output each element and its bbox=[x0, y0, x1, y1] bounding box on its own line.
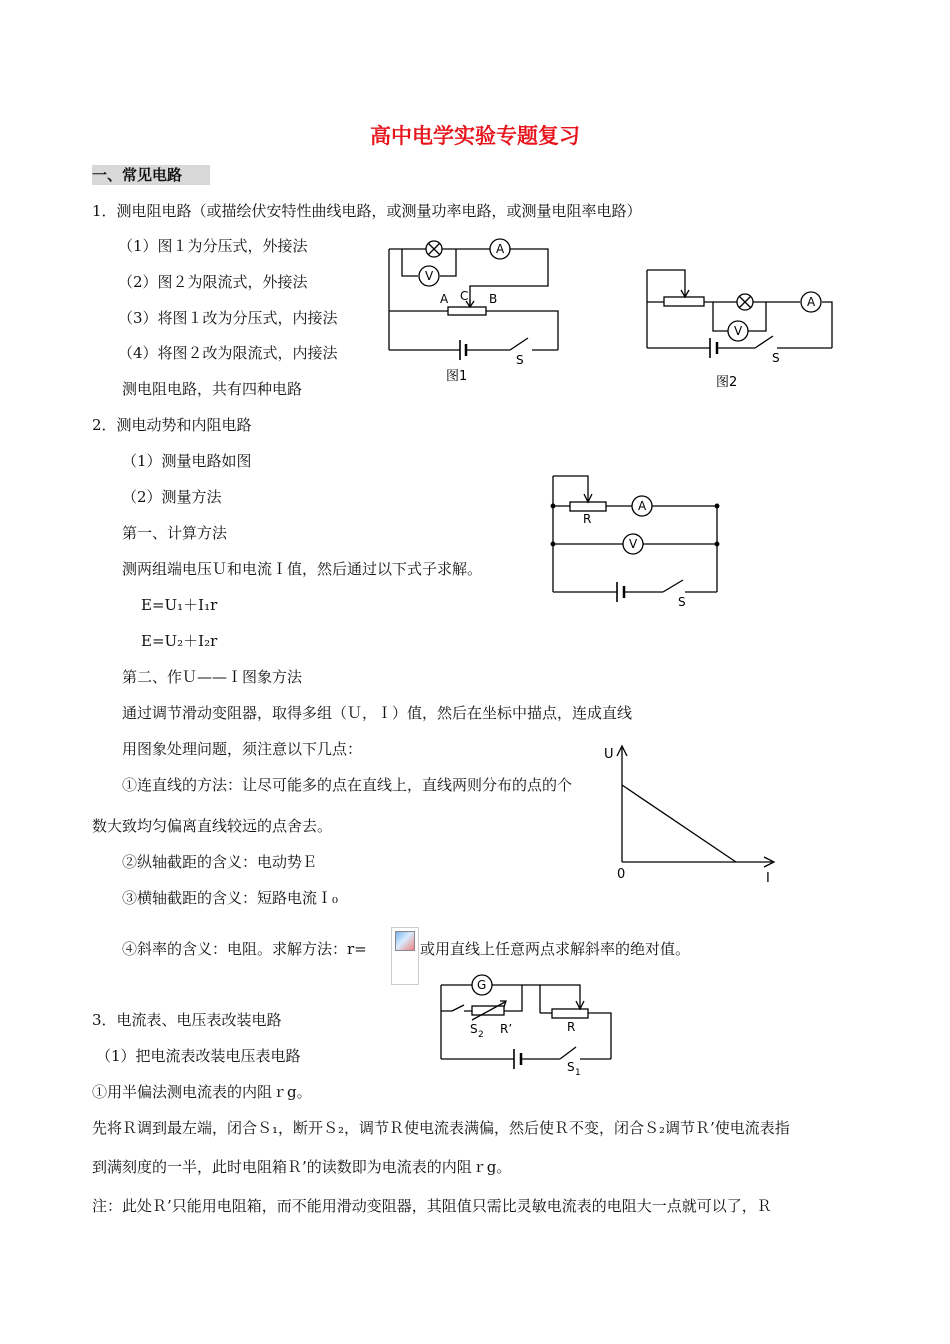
text-line: 或用直线上任意两点求解斜率的绝对值。 bbox=[420, 940, 691, 958]
switch-s1-subscript: 1 bbox=[575, 1068, 581, 1078]
ammeter-label: A bbox=[496, 242, 505, 256]
switch-label: S bbox=[516, 353, 524, 367]
text-line: 注：此处Ｒ’只能用电阻箱，而不能用滑动变阻器，其阻值只需比灵敏电流表的电阻大一点就可以了，Ｒ bbox=[92, 1197, 772, 1215]
voltmeter-label: V bbox=[629, 537, 638, 551]
switch-s2-subscript: 2 bbox=[478, 1030, 484, 1040]
text-line: ③横轴截距的含义：短路电流Ｉ₀ bbox=[122, 889, 339, 907]
voltmeter-label: V bbox=[425, 269, 434, 283]
resistance-box-label: R’ bbox=[500, 1022, 513, 1036]
text-line: 3．电流表、电压表改装电路 bbox=[92, 1011, 282, 1029]
circuit-figure-1 bbox=[380, 230, 580, 390]
switch-label: S bbox=[678, 595, 686, 609]
text-line: ④斜率的含义：电阻。求解方法：r= bbox=[122, 940, 367, 958]
formula-image-placeholder bbox=[391, 927, 419, 985]
u-i-line bbox=[622, 785, 736, 862]
figure-caption: 图2 bbox=[716, 375, 738, 390]
section-heading: 一、常见电路 bbox=[92, 165, 210, 185]
text-line: 通过调节滑动变阻器，取得多组（Ｕ，Ｉ）值，然后在坐标中描点，连成直线 bbox=[122, 704, 633, 722]
text-line: （3）将图１改为分压式，内接法 bbox=[118, 309, 338, 327]
text-line: 数大致均匀偏离直线较远的点舍去。 bbox=[92, 817, 333, 835]
formula: E=U₂＋I₂r bbox=[141, 632, 218, 650]
ammeter-label: A bbox=[807, 295, 816, 309]
text-line: 2．测电动势和内阻电路 bbox=[92, 416, 252, 434]
text-line: ①连直线的方法：让尽可能多的点在直线上，直线两则分布的点的个 bbox=[122, 776, 573, 794]
galvanometer-label: G bbox=[477, 978, 487, 992]
text-line: ②纵轴截距的含义：电动势Ｅ bbox=[122, 853, 318, 871]
broken-image-icon bbox=[395, 931, 415, 951]
text-line: 测两组端电压Ｕ和电流Ｉ值，然后通过以下式子求解。 bbox=[122, 560, 483, 578]
text-line: 1．测电阻电路（或描绘伏安特性曲线电路，或测量功率电路，或测量电阻率电路） bbox=[92, 202, 642, 220]
text-line: 第二、作Ｕ——Ｉ图象方法 bbox=[122, 668, 303, 686]
figure-caption: 图1 bbox=[446, 369, 468, 384]
text-line: ①用半偏法测电流表的内阻ｒg。 bbox=[92, 1083, 312, 1101]
switch-label: S bbox=[772, 351, 780, 365]
circuit-figure-4 bbox=[430, 965, 625, 1078]
rheostat-end-b: B bbox=[489, 292, 498, 306]
ammeter-label: A bbox=[638, 499, 647, 513]
text-line: （1）图１为分压式，外接法 bbox=[118, 237, 308, 255]
origin-label: 0 bbox=[617, 867, 626, 882]
text-line: 到满刻度的一半，此时电阻箱Ｒ’的读数即为电流表的内阻ｒg。 bbox=[92, 1158, 512, 1176]
page-title: 高中电学实验专题复习 bbox=[370, 124, 580, 148]
formula: E=U₁＋I₁r bbox=[141, 596, 218, 614]
y-axis-label: U bbox=[604, 747, 614, 762]
switch-s1-label: S bbox=[567, 1060, 575, 1074]
rheostat-end-a: A bbox=[440, 292, 449, 306]
rheostat-label: R bbox=[583, 512, 592, 526]
u-i-graph bbox=[600, 740, 790, 890]
circuit-figure-2 bbox=[640, 266, 840, 396]
rheostat-slider-c: C bbox=[460, 289, 469, 303]
switch-s2-label: S bbox=[470, 1022, 478, 1036]
text-line: （1）把电流表改装电压表电路 bbox=[96, 1047, 301, 1065]
text-line: 测电阻电路，共有四种电路 bbox=[122, 380, 303, 398]
circuit-figure-3 bbox=[545, 472, 730, 612]
text-line: （2）图２为限流式，外接法 bbox=[118, 273, 308, 291]
text-line: （1）测量电路如图 bbox=[122, 452, 252, 470]
text-line: 先将Ｒ调到最左端，闭合Ｓ₁，断开Ｓ₂，调节Ｒ使电流表满偏，然后使Ｒ不变，闭合Ｓ₂调节Ｒ’使电流表指 bbox=[92, 1119, 790, 1137]
x-axis-label: I bbox=[766, 871, 770, 886]
text-line: 第一、计算方法 bbox=[122, 524, 228, 542]
text-line: 用图象处理问题，须注意以下几点： bbox=[122, 740, 363, 758]
rheostat-label: R bbox=[567, 1020, 576, 1034]
voltmeter-label: V bbox=[734, 324, 743, 338]
text-line: （4）将图２改为限流式，内接法 bbox=[118, 344, 338, 362]
text-line: （2）测量方法 bbox=[122, 488, 222, 506]
